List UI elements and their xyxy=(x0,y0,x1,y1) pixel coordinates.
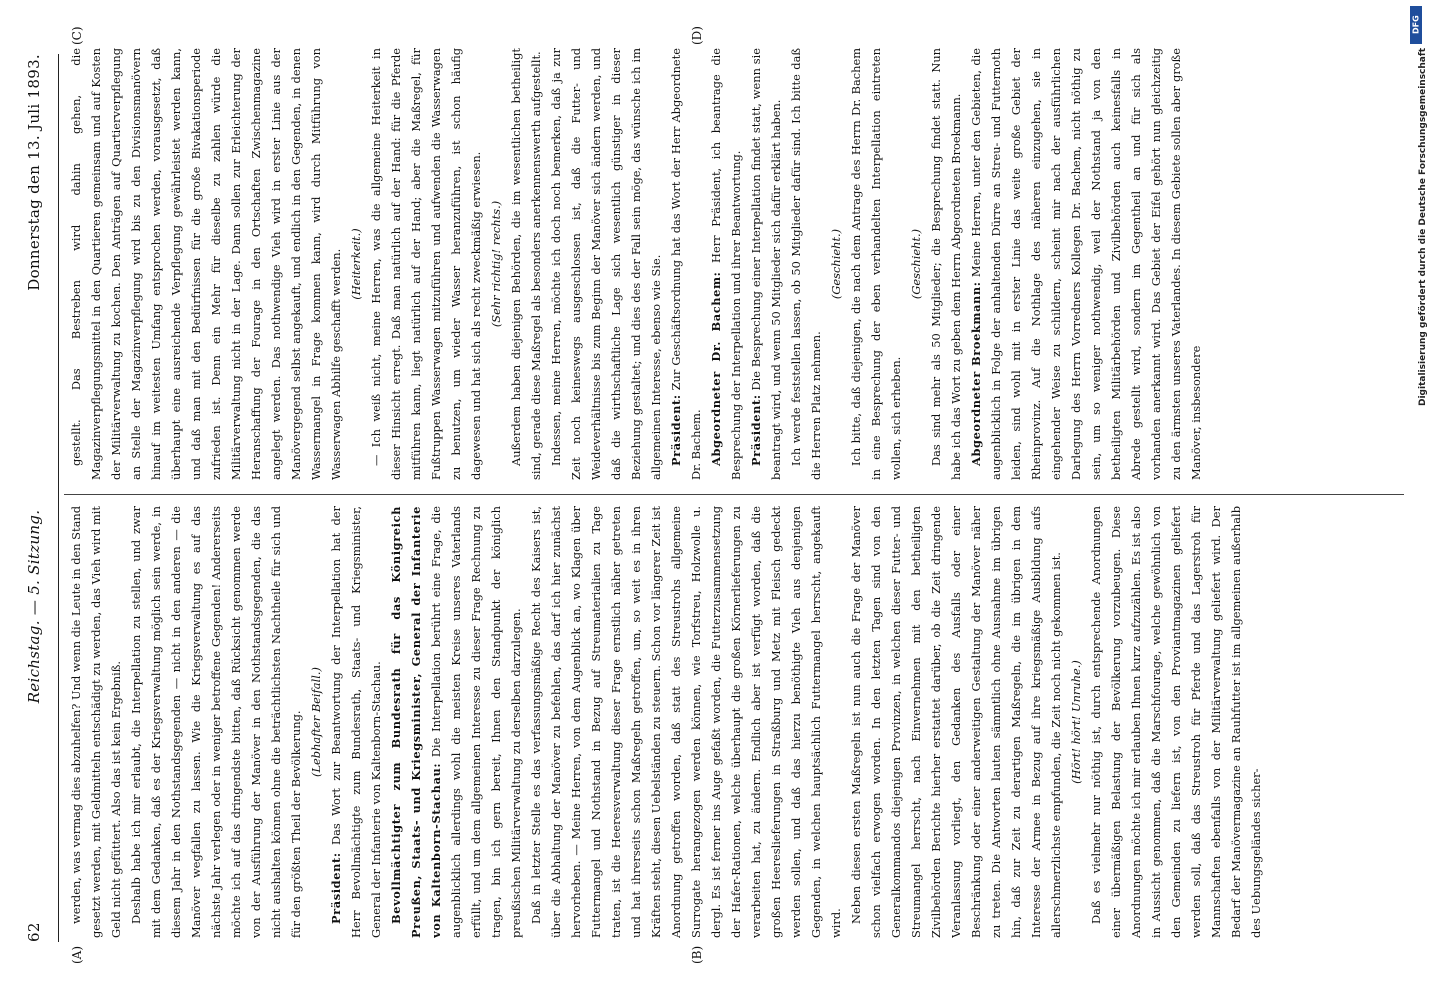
paragraph: Daß in letzter Stelle es das verfassungsmäßige Recht des Kaisers ist, über die Abhaltung der Manöver zu befehlen, das darf ich hier zunächst hervorheben. — Meine Herren, von dem Augenblick an, wo Klagen über Futtermangel und Nothstand in Bezug auf Streumaterialien zu Tage traten, ist die Heeresverwaltung dieser Frage ernstlich näher getreten und hat ihrerseits schon Maßregeln getroffen, um, so weit es in ihren Kräften steht, diesen Uebelständen zu steuern. Schon vor längerer Zeit ist Anordnung getroffen worden, daß statt des Streustrohs allgemeine Surrogate herangezogen werden können, wie Torfstreu, Holzwolle u. dergl. Es ist ferner ins Auge gefaßt worden, die Futterzusammensetzung der Hafer-Rationen, welche überhaupt die großen Körnerlieferungen zu verarbeiten hat, zu ändern. Endlich aber ist verfügt worden, daß die großen Heereslieferungen in Straßburg und Metz mit Fleisch gedeckt werden sollen, und daß das hierzu benöthigte Vieh aus denjenigen Gegenden, in welchen hauptsächlich Futtermangel herrscht, angekauft wird. xyxy=(529,506,843,938)
interjection: (Heiterkeit.) xyxy=(349,228,363,300)
page-number: 62 xyxy=(25,922,43,942)
paragraph: Präsident: Zur Geschäftsordnung hat das Wort der Herr Abgeordnete Dr. Bachem. xyxy=(669,48,703,480)
dfg-logo: DFG xyxy=(1410,6,1422,44)
session-date: Donnerstag den 13. Juli 1893. xyxy=(25,54,43,291)
speaker-name: Bevollmächtigter zum Bundesrath für das Königreich Preußen, Staats- und Kriegsminister, General der Infanterie von Kaltenborn-Stachau: xyxy=(389,506,443,938)
paragraph: Präsident: Die Besprechung einer Interpellation findet statt, wenn sie beantragt wird, und wenn 50 Mitglieder sich dafür erklärt haben. xyxy=(749,48,783,480)
speaker-name: Abgeordneter Dr. Bachem: xyxy=(709,271,723,466)
running-head xyxy=(22,54,46,942)
paragraph: Neben diesen ersten Maßregeln ist nun auch die Frage der Manöver schon vielfach erwogen worden. In den letzten Tagen sind von den Generalkommandos diejenigen Provinzen, in welchen dieser Futter- und Streumangel herrscht, nach Einvernehmen mit den betheiligten Zivilbehörden Berichte hierher erstattet darüber, ob die Zeit dringende Veranlassung vorliegt, den Gedanken des Ausfalls oder einer Beschränkung oder einer anderweitigen Gestaltung der Manöver näher zu treten. Die Antworten lauten sämmtlich ohne Ausnahme im übrigen hin, daß zur Zeit zu derartigen Maßregeln, die im übrigen in dem Interesse der Armee in Bezug auf ihre kriegsmäßige Ausbildung aufs allerschmerzlichste empfunden, die Zeit noch nicht gekommen ist. xyxy=(849,506,1063,938)
paragraph: Abgeordneter Dr. Bachem: Herr Präsident, ich beantrage die Besprechung der Interpellation und ihrer Beantwortung. xyxy=(709,48,743,480)
margin-mark-c: (C) xyxy=(70,26,84,45)
paragraph: Deshalb habe ich mir erlaubt, die Interpellation zu stellen, und zwar mit dem Gedanken, daß es der Kriegsverwaltung möglich sein werde, in diesem Jahr in den Nothstandsgegenden — nicht in den anderen — die Manöver wegfallen zu lassen. Wie die Kriegsverwaltung es auf das nächste Jahr verlegen oder in weniger betroffene Gegenden! Andererseits möchte ich auf das dringendste bitten, daß Rücksicht genommen werde von der Ausführung der Manöver in den Nothstandsgegenden, die das nicht aushalten können ohne die beträchtlichsten Nachtheile für sich und für den größten Theil der Bevölkerung. xyxy=(129,506,303,938)
paragraph: Präsident: Das Wort zur Beantwortung der Interpellation hat der Herr Bevollmächtigte zum Bundesrath, Staats- und Kriegsminister, General der Infanterie von Kaltenborn-Stachau. xyxy=(329,506,383,938)
paragraph: Bevollmächtigter zum Bundesrath für das Königreich Preußen, Staats- und Kriegsminister, General der Infanterie von Kaltenborn-Stachau: Die Interpellation berührt eine Frage, die augenblicklich allerdings wohl die meisten Kreise unseres Vaterlands erfüllt, und um dem allgemeinen Interesse zu dieser Frage Rechnung zu tragen, bin ich gern bereit, Ihnen den Standpunkt der königlich preußischen Militärverwaltung zu derselben darzulegen. xyxy=(389,506,523,938)
interjection: (Geschieht.) xyxy=(829,228,843,300)
paragraph: Abgeordneter Broekmann: Meine Herren, unter den Gebieten, die augenblicklich in Folge der anhaltenden Dürre an Streu- und Futternoth leiden, sind wohl mit in erster Linie das weite große Gebiet der Rheinprovinz. Auf die Nothlage des näheren einzugehen, sie in eingehender Weise zu schildern, scheint mir nach der ausführlichen Darlegung des Herrn Vorredners Kollegen Dr. Bachem, nicht nöthig zu sein, um so weniger nothwendig, weil der Nothstand ja von den betheiligten Militärbehörden und Zivilbehörden auch keinesfalls in Abrede gestellt wird, sondern im Gegentheil an und für sich als vorhanden anerkannt wird. Das Gebiet der Eifel gehört nun gleichzeitig zu den ärmsten unseres Vaterlandes. In diesem Gebiete sollen aber große Manöver, insbesondere xyxy=(969,48,1203,480)
interjection: (Lebhafter Beifall.) xyxy=(309,667,323,777)
column-divider xyxy=(64,494,1404,495)
paragraph: — Ich weiß nicht, meine Herren, was die allgemeine Heiterkeit in dieser Hinsicht erregt. Daß man natürlich auf der Hand: für die Pferde mitführen kann, liegt natürlich auf der Hand; aber die Maßregel, für Fußtruppen Wasserwagen mitzuführen und aufwenden die Wasserwagen zu benutzen, um wieder Wasser heranzuführen, ist schon häufig dagewesen und hat sich als recht zweckmäßig erwiesen. xyxy=(369,48,483,480)
right-text-column xyxy=(66,48,1401,480)
paragraph: Außerdem haben diejenigen Behörden, die im wesentlichen betheiligt sind, gerade diese Maßregel als besonders anerkennenswerth aufgestellt. xyxy=(509,48,543,480)
paragraph: Das sind mehr als 50 Mitglieder; die Besprechung findet statt. Nun habe ich das Wort zu geben dem Herrn Abgeordneten Broekmann. xyxy=(929,48,963,480)
interjection: (Geschieht.) xyxy=(909,228,923,300)
paragraph: Ich bitte, daß diejenigen, die nach dem Antrage des Herrn Dr. Bachem in eine Besprechung der eben verhandelten Interpellation eintreten wollen, sich erheben. xyxy=(849,48,903,480)
header-rule xyxy=(58,54,59,942)
digitization-credit: Digitalisierung gefördert durch die Deutsche Forschungsgemeinschaft xyxy=(1418,48,1428,407)
interjection: (Sehr richtig! rechts.) xyxy=(489,200,503,328)
left-text-column xyxy=(66,506,1401,938)
speaker-name: Präsident: xyxy=(749,394,763,466)
speaker-name: Abgeordneter Broekmann: xyxy=(969,281,983,466)
paragraph: Ich werde feststellen lassen, ob 50 Mitglieder dafür sind. Ich bitte daß die Herren Platz nehmen. xyxy=(789,48,823,480)
speaker-name: Präsident: xyxy=(669,394,683,466)
speaker-name: Präsident: xyxy=(329,852,343,924)
margin-mark-a: (A) xyxy=(70,945,84,964)
paragraph: gestellt. Das Bestreben wird dahin gehen, die Magazinverpflegungsmittel in den Quartieren gemeinsam und auf Kosten der Militärverwaltung zu kochen. Den Anträgen auf Quartierverpflegung an Stelle der Magazinverpflegung wird bis zu den Divisionsmanövern hinauf im weitesten Umfang entsprochen werden, vorausgesetzt, daß überhaupt eine ausreichende Verpflegung gewährleistet werden kann, und daß man mit den Bedürfnissen für die große Bivakationsperiode zufrieden ist. Denn ein Mehr für dieselbe zu zahlen würde die Militärverwaltung nicht in der Lage. Dann sollen zur Erleichterung der Heranschaffung der Fourage in den Ortschaften Zwischenmagazine angelegt werden. Das nothwendige Vieh wird in erster Linie aus der Manövergegend selbst angekauft, und endlich in den Gegenden, in denen Wassermangel in Frage kommen kann, wird durch Mitführung von Wasserwagen Abhilfe geschafft werden. xyxy=(69,48,343,480)
paragraph: werden, was vermag dies abzuhelfen? Und wenn die Leute in den Stand gesetzt werden, mit Geldmitteln entschädigt zu werden, das Vieh wird mit Geld nicht gefüttert. Also das ist kein Ergebniß. xyxy=(69,506,123,938)
paragraph: Daß es vielmehr nur nöthig ist, durch entsprechende Anordnungen einer übermäßigen Belastung der Bevölkerung vorzubeugen. Diese Anordnungen möchte ich mir erlauben Ihnen kurz aufzuzählen. Es ist also in Aussicht genommen, daß die Marschfourage, welche gewöhnlich von den Gemeinden zu liefern ist, von den Proviantmagazinen geliefert werden soll, daß das Streustroh für Pferde und das Lagerstroh für Mannschaften ebenfalls von der Militärverwaltung geliefert wird. Der Bedarf der Manövermagazine an Rauhfutter ist im allgemeinen außerhalb des Uebungsgeländes sicher- xyxy=(1089,506,1263,938)
paragraph: Indessen, meine Herren, möchte ich doch noch bemerken, daß ja zur Zeit noch keineswegs ausgeschlossen ist, daß die Futter- und Weideverhältnisse bis zum Beginn der Manöver sich ändern werden, und daß die wirthschaftliche Lage sich wesentlich günstiger in dieser Beziehung gestaltet; und dies des der Fall sein möge, das wünsche ich im allgemeinen Interesse, ebenso wie Sie. xyxy=(549,48,663,480)
margin-mark-d: (D) xyxy=(690,26,704,45)
session-title: Reichstag. — 5. Sitzung. xyxy=(25,509,43,704)
interjection: (Hört! hört! Unruhe.) xyxy=(1069,660,1083,784)
margin-mark-b: (B) xyxy=(690,945,704,964)
